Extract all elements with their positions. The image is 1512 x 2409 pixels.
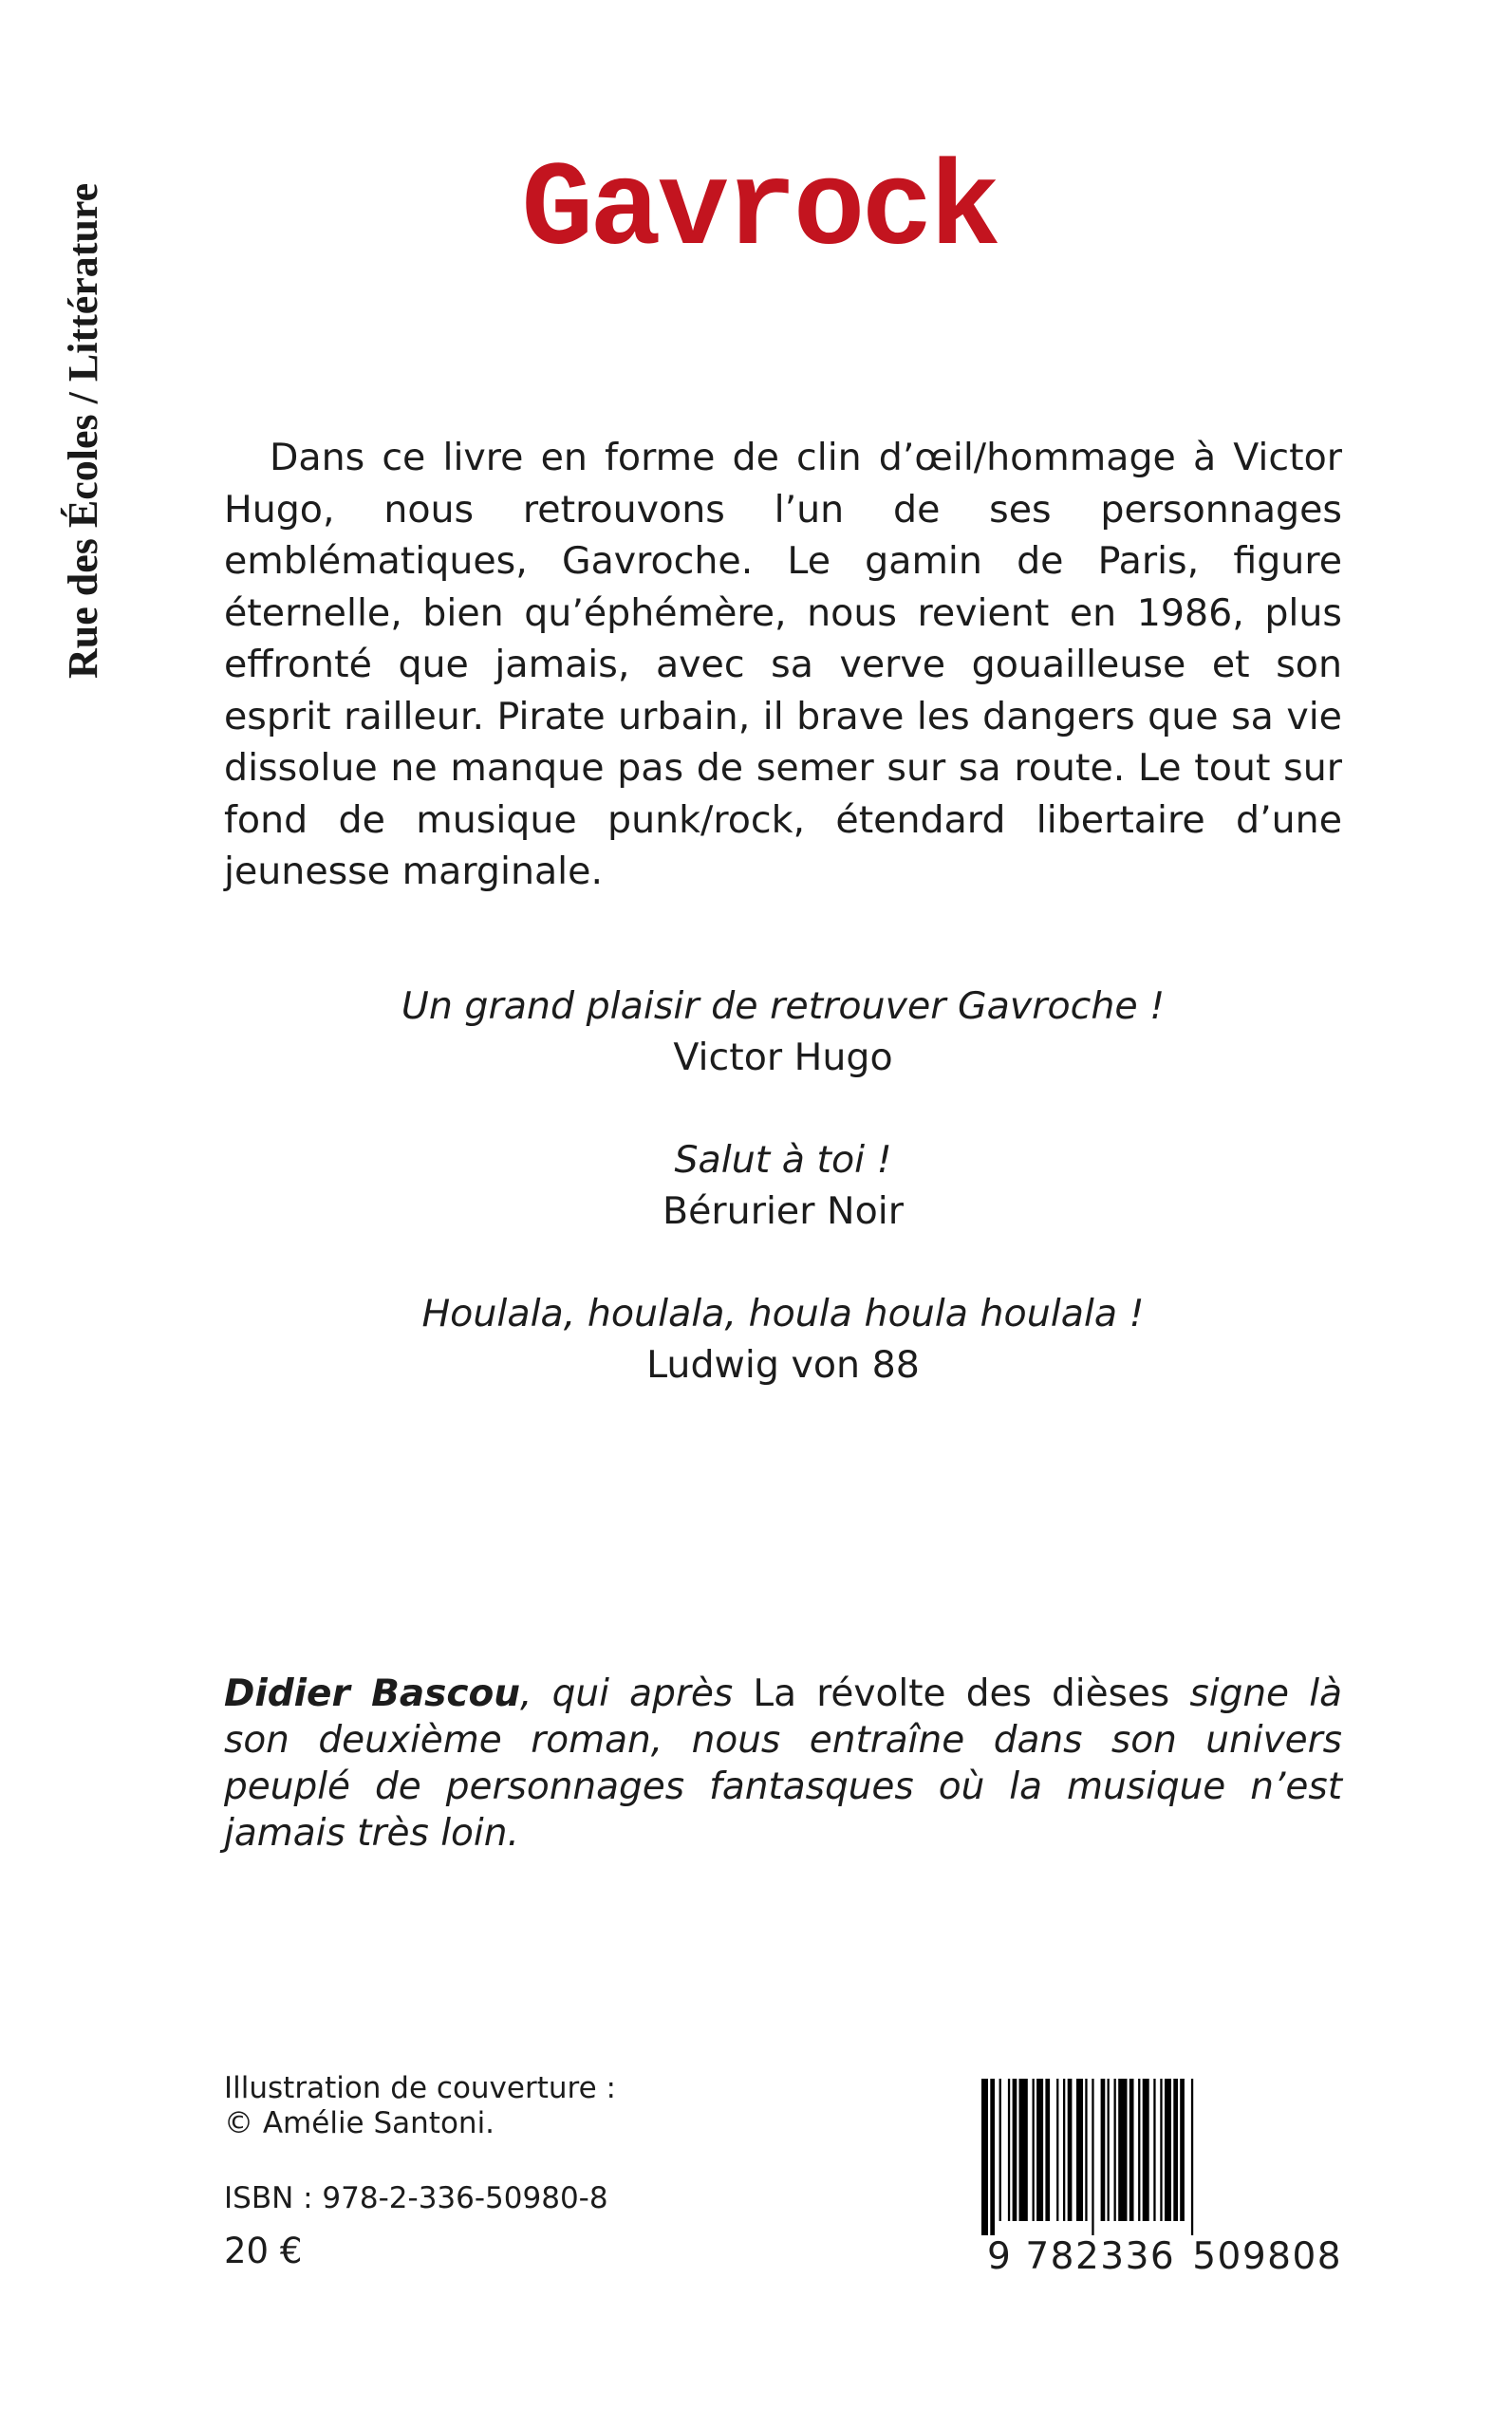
barcode-bar <box>1129 2079 1134 2221</box>
barcode-bar <box>1036 2079 1043 2221</box>
barcode-bar <box>1160 2079 1162 2221</box>
spine-collection-label: Rue des Écoles / Littérature <box>60 182 106 679</box>
barcode-first-digit: 9 <box>987 2235 1013 2278</box>
barcode-bar <box>1063 2079 1065 2221</box>
barcode-bar <box>1056 2079 1058 2221</box>
bio-text-1: , qui après <box>520 1672 754 1715</box>
quote-author: Ludwig von 88 <box>646 1343 920 1387</box>
bio-author-name: Didier Bascou <box>224 1672 521 1715</box>
barcode-bar <box>999 2079 1001 2221</box>
barcode-bars <box>978 2079 1338 2235</box>
barcode-bar <box>1191 2079 1193 2235</box>
credits-line-2: © Amélie Santoni. <box>224 2106 495 2140</box>
barcode-bar <box>1108 2079 1110 2221</box>
barcode-bar <box>1013 2079 1017 2221</box>
barcode-group-2: 509808 <box>1192 2235 1343 2278</box>
barcode-bar <box>1008 2079 1010 2221</box>
quote-1 <box>224 980 1342 1083</box>
barcode-bar <box>1068 2079 1073 2221</box>
barcode-group-1: 782336 <box>1025 2235 1176 2278</box>
barcode-bar <box>981 2079 988 2235</box>
barcode-bar <box>990 2079 995 2235</box>
bio-previous-work: La révolte des dièses <box>753 1672 1170 1715</box>
barcode-bar <box>1153 2079 1155 2221</box>
barcode-digits <box>987 2235 1343 2278</box>
quote-text: Un grand plaisir de retrouver Gavroche ! <box>401 984 1166 1028</box>
barcode-bar <box>1165 2079 1171 2221</box>
barcode-bar <box>1085 2079 1087 2221</box>
quote-text: Salut à toi ! <box>674 1138 892 1182</box>
barcode-bar <box>1173 2079 1178 2221</box>
bio-text-2: signe là son deuxième roman, nous entraîne dans son univers peuplé de personnages fantasques où la musique n’est jamais très loin. <box>224 1672 1342 1855</box>
credits-line-1: Illustration de couverture : <box>224 2071 616 2105</box>
barcode-bar <box>1138 2079 1140 2221</box>
synopsis-paragraph: Dans ce livre en forme de clin d’œil/hommage à Victor Hugo, nous retrouvons l’un de ses personnages emblématiques, Gavroche. Le gamin de Paris, figure éternelle, bien qu’éphémère, nous revient en 1986, plus effronté que jamais, avec sa verve gouailleuse et son esprit railleur. Pirate urbain, il brave les dangers que sa vie dissolue ne manque pas de semer sur sa route. Le tout sur fond de musique punk/rock, étendard libertaire d’une jeunesse marginale. <box>224 436 1342 893</box>
barcode-bar <box>1092 2079 1093 2235</box>
quote-author: Bérurier Noir <box>663 1189 904 1233</box>
barcode-bar <box>1076 2079 1083 2221</box>
barcode-bar <box>1101 2079 1106 2221</box>
barcode-bar <box>1114 2079 1116 2221</box>
barcode-bar <box>1143 2079 1149 2221</box>
quote-text: Houlala, houlala, houla houla houlala ! <box>421 1292 1145 1335</box>
isbn: ISBN : 978-2-336-50980-8 <box>224 2181 608 2215</box>
price: 20 € <box>224 2231 303 2271</box>
quote-3 <box>224 1288 1342 1391</box>
barcode-bar <box>1118 2079 1127 2221</box>
barcode-bar <box>1033 2079 1035 2221</box>
barcode-bar <box>1045 2079 1050 2221</box>
author-bio <box>224 1671 1342 1857</box>
barcode-bar <box>1180 2079 1185 2221</box>
quotes-section <box>224 980 1342 1442</box>
illustration-credits <box>224 2071 793 2141</box>
book-title: Gavrock <box>521 143 998 279</box>
quote-author: Victor Hugo <box>673 1036 893 1079</box>
quote-2 <box>224 1134 1342 1237</box>
barcode-bar <box>1019 2079 1028 2221</box>
